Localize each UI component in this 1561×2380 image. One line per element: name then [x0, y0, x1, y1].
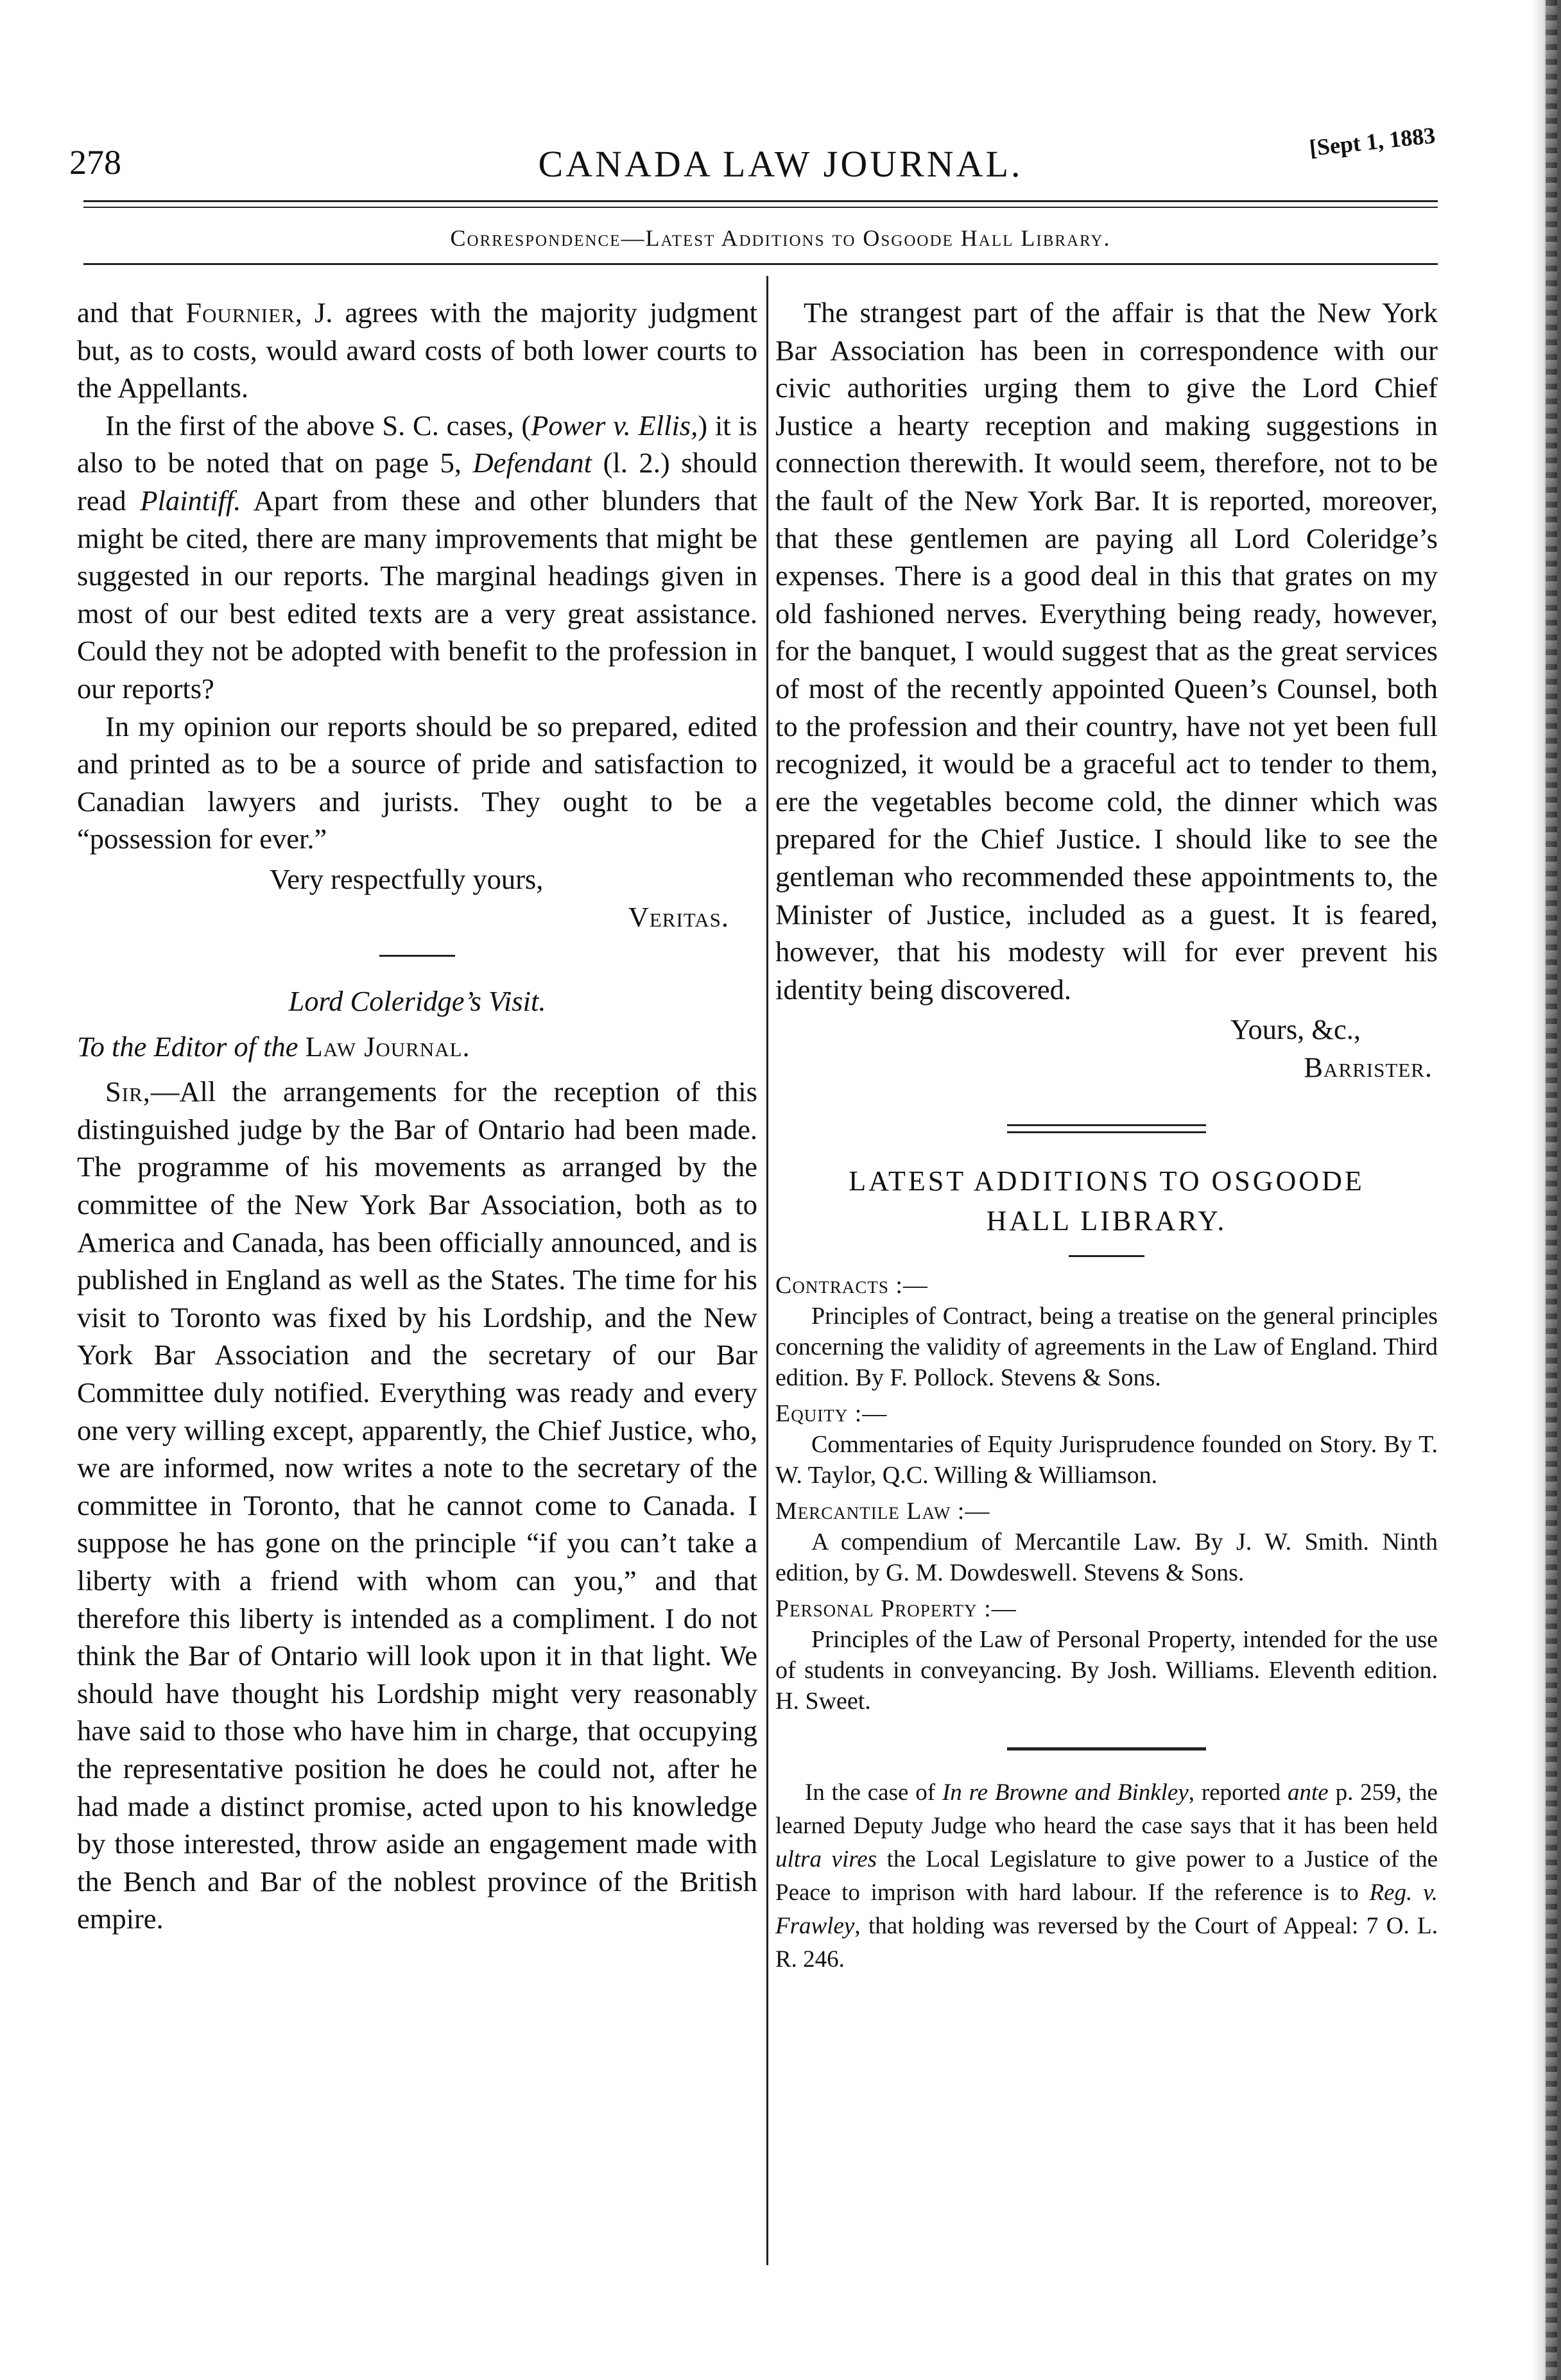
salutation: [77, 1028, 757, 1066]
sir-label: Sir,: [105, 1075, 151, 1108]
paragraph-opinion: In my opinion our reports should be so prepared, edited and printed as to be a source of pride and satisfaction to Canadian lawyers and jurists. They ought to be a “possession for ever.”: [77, 710, 757, 855]
judge-name: Fournier: [185, 296, 295, 329]
case-name: Power v. Ellis,: [531, 409, 698, 441]
letter-closing-right: Yours, &c.,: [1230, 1013, 1361, 1046]
case-name: Reg. v. Frawley: [775, 1879, 1438, 1940]
italic-term: Defendant: [472, 447, 592, 479]
case-name: In re Browne and Binkley: [942, 1779, 1189, 1806]
editorial-note: [775, 1776, 1438, 1976]
library-entry: Principles of Contract, being a treatise on the general principles concerning the validity of agreements in the Law of England. Third edition. By F. Pollock. Stevens & Sons.: [775, 1303, 1438, 1392]
library-title-rule: [1069, 1255, 1144, 1257]
journal-title: CANADA LAW JOURNAL.: [538, 143, 1023, 185]
page-number: 278: [69, 143, 121, 182]
text-run: ) it is also to be noted that on page 5,: [77, 409, 757, 479]
library-entry: A compendium of Mercantile Law. By J. W. Smith. Ninth edition, by G. M. Dowdeswell. Stevens & Sons.: [775, 1528, 1438, 1587]
library-category: Equity :—: [775, 1400, 888, 1428]
salutation-text: To the Editor of the: [77, 1030, 298, 1063]
letter-closing: Very respectfully yours,: [270, 862, 544, 895]
library-entry: Commentaries of Equity Jurisprudence founded on Story. By T. W. Taylor, Q.C. Willing & Williamson.: [775, 1431, 1438, 1489]
text-run: , that holding was reversed by the Court of Appeal: 7 O. L. R. 246.: [775, 1913, 1438, 1973]
salutation-journal: Law Journal.: [305, 1030, 470, 1063]
library-additions: [775, 1124, 1438, 1976]
article-title: Lord Coleridge’s Visit.: [288, 985, 546, 1018]
letter-signature-right: Barrister.: [1304, 1050, 1433, 1083]
text-run: , reported: [1188, 1779, 1288, 1806]
left-column: [77, 294, 757, 1938]
text-run: and that: [77, 296, 186, 329]
section-rule: [83, 263, 1438, 265]
paragraph-strangest: The strangest part of the affair is that the New York Bar Association has been in correspondence with our civic authorities urging them to give the Lord Chief Justice a hearty reception and making suggestions in connection therewith. It would seem, therefore, not to be the fault of the New York Bar. It is reported, moreover, that these gentlemen are paying all Lord Coleridge’s expenses. There is a good deal in this that grates on my old fashioned nerves. Everything being ready, however, for the banquet, I would suggest that as the great services of most of the recently appointed Queen’s Counsel, both to the profession and their country, have not yet been full recognized, it would be a graceful act to tender to them, ere the vegetables become cold, the dinner which was prepared for the Chief Justice. I should like to see the gentleman who recommended these appointments to, the Minister of Justice, included as a guest. It is feared, however, that his modesty will for ever prevent his identity being discovered.: [775, 296, 1438, 1006]
header-rule-top: [83, 200, 1438, 202]
italic-term: ultra vires: [775, 1846, 877, 1873]
italic-term: Plaintiff.: [140, 484, 241, 517]
library-title-line2: HALL LIBRARY.: [986, 1205, 1227, 1237]
library-list: [775, 1270, 1438, 1717]
separator-rule: [379, 955, 455, 957]
library-category: Personal Property :—: [775, 1595, 1017, 1623]
paragraph-fournier: [77, 294, 757, 407]
right-column: [775, 294, 1438, 1976]
section-heading: Correspondence—Latest Additions to Osgoode Hall Library.: [450, 225, 1111, 251]
letter-signature: Veritas.: [628, 900, 729, 933]
scan-edge-binding: [1546, 0, 1557, 2380]
library-end-rule: [1007, 1747, 1206, 1751]
text-run: (l. 2.) should read: [77, 447, 757, 517]
text-run: , J. agrees with the majority judgment but, as to costs, would award costs of both lower courts to the Appellants.: [77, 296, 757, 404]
issue-date: [Sept 1, 1883: [1307, 122, 1437, 161]
text-run: the Local Legislature to give power to a Justice of the Peace to imprison with hard labour. If the reference is to: [775, 1846, 1438, 1906]
library-entry: Principles of the Law of Personal Property, intended for the use of students in conveyancing. By Josh. Williams. Eleventh edition. H. Sweet.: [775, 1626, 1438, 1715]
text-run: —All the arrangements for the reception of this distinguished judge by the Bar of Ontario had been made. The programme of his movements as arranged by the committee of the New York Bar Association, both as to America and Canada, has been officially announced, and is published in England as well as the States. The time for his visit to Toronto was fixed by his Lordship, and the New York Bar Association and the secretary of our Bar Committee duly notified. Everything was ready and every one very willing except, apparently, the Chief Justice, who, we are informed, now writes a note to the secretary of the committee in Toronto, that he cannot come to Canada. I suppose he has gone on the principle “if you can’t take a liberty with a friend with whom can you,” and that therefore this liberty is intended as a compliment. I do not think the Bar of Ontario will look upon it in that light. We should have thought his Lordship might very reasonably have said to those who have him in charge, that occupying the representative position he does he could not, after he had made a distinct promise, acted upon to his knowledge by those interested, throw aside an engagement made with the Bench and Bar of the noblest province of the British empire.: [77, 1075, 757, 1935]
library-category: Contracts :—: [775, 1272, 928, 1299]
italic-term: ante: [1288, 1779, 1329, 1806]
text-run: In the case of: [805, 1779, 942, 1806]
library-category: Mercantile Law :—: [775, 1498, 990, 1525]
column-divider: [766, 276, 768, 2265]
text-run: Apart from these and other blunders that might be cited, there are many improvements that might be suggested in our reports. The marginal headings given in most of our best edited texts are a very great assistance. Could they not be adopted with benefit to the profession in our reports?: [77, 484, 758, 705]
paragraph-power-ellis: [77, 407, 757, 708]
library-title-line1: LATEST ADDITIONS TO OSGOODE: [849, 1165, 1365, 1197]
library-double-rule: [1007, 1124, 1206, 1133]
text-run: p. 259, the learned Deputy Judge who heard the case says that it has been held: [775, 1779, 1438, 1840]
header-rule-bottom: [83, 207, 1438, 208]
text-run: In the first of the above S. C. cases, (: [105, 409, 531, 441]
paragraph-coleridge: [77, 1073, 757, 1938]
